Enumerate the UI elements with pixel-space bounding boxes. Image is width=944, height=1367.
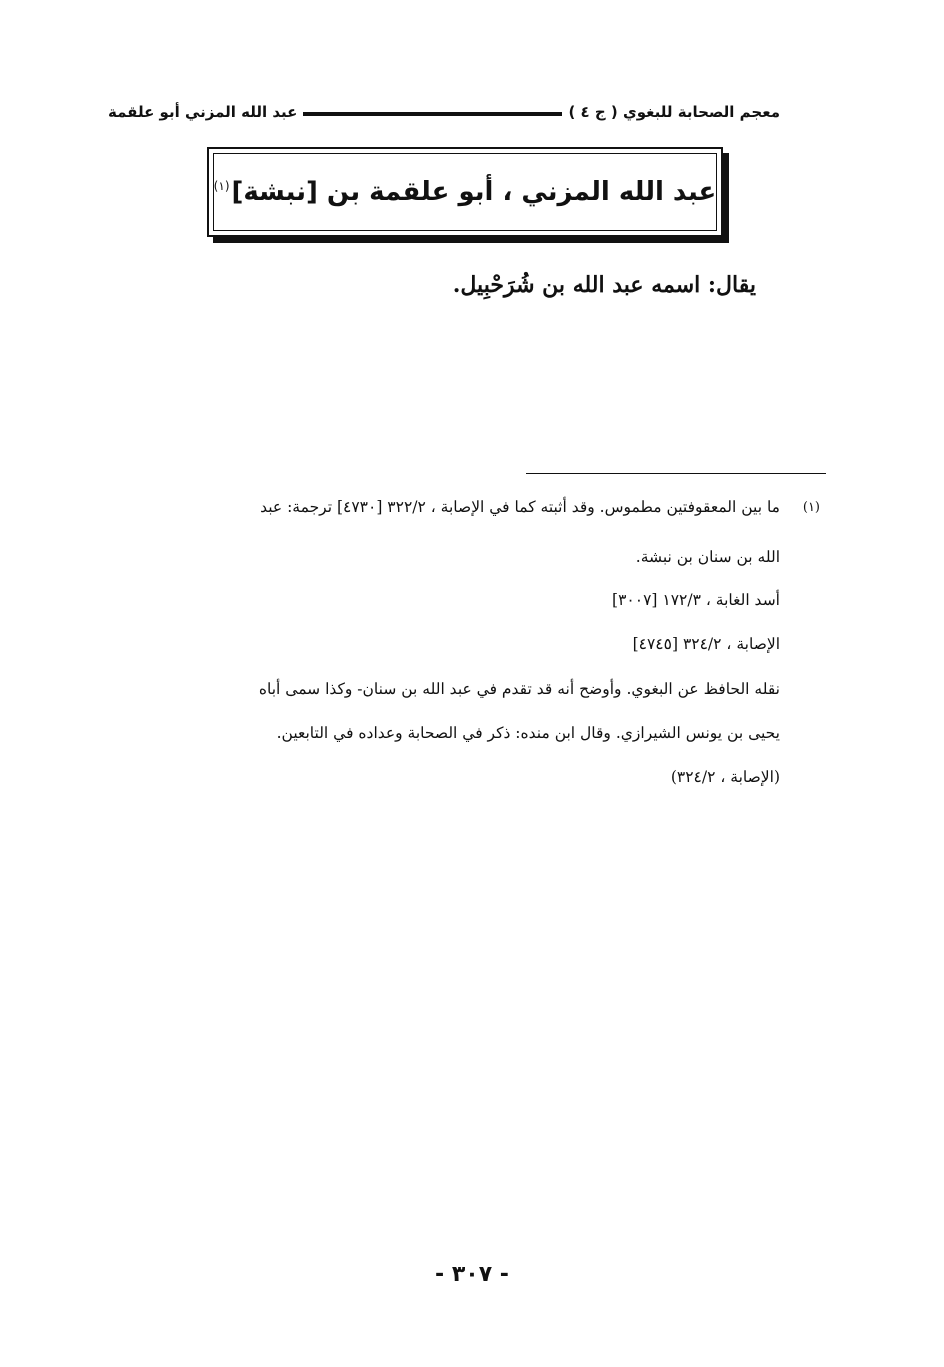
page-number: - ٣٠٧ - bbox=[435, 1262, 509, 1287]
entry-title-text: عبد الله المزني ، أبو علقمة بن [نبشة] bbox=[231, 177, 717, 207]
footnote-line-3: أسد الغابة ، ١٧٢/٣ [٣٠٠٧] bbox=[612, 591, 780, 609]
running-header bbox=[108, 98, 780, 126]
footnote-line-4: الإصابة ، ٣٢٤/٢ [٤٧٤٥] bbox=[632, 635, 780, 653]
footnote-line-7: (الإصابة ، ٣٢٤/٢) bbox=[670, 768, 780, 786]
entry-title bbox=[214, 177, 717, 207]
running-header-rule bbox=[303, 112, 562, 116]
footnote-number: (١) bbox=[802, 500, 820, 515]
footnote-line-6: يحيى بن يونس الشيرازي. وقال ابن منده: ذكر في الصحابة وعداده في التابعين. bbox=[276, 724, 780, 742]
footnote-line-5: نقله الحافظ عن البغوي. وأوضح أنه قد تقدم في عبد الله بن سنان- وكذا سمى أباه bbox=[258, 680, 780, 698]
entry-title-footnote-mark: (١) bbox=[213, 179, 230, 194]
footnote-line-2: الله بن سنان بن نبشة. bbox=[635, 548, 780, 566]
entry-title-box bbox=[207, 147, 723, 237]
running-header-book: معجم الصحابة للبغوي ( ج ٤ ) bbox=[568, 103, 780, 121]
running-header-entry: عبد الله المزني أبو علقمة bbox=[108, 103, 298, 121]
entry-title-frame bbox=[213, 153, 717, 231]
body-text: يقال: اسمه عبد الله بن شُرَحْبِيل. bbox=[452, 272, 756, 298]
footnote-separator bbox=[526, 473, 826, 474]
footnote-line-1: ما بين المعقوفتين مطموس. وقد أثبته كما في الإصابة ، ٣٢٢/٢ [٤٧٣٠] ترجمة: عبد bbox=[260, 498, 780, 516]
